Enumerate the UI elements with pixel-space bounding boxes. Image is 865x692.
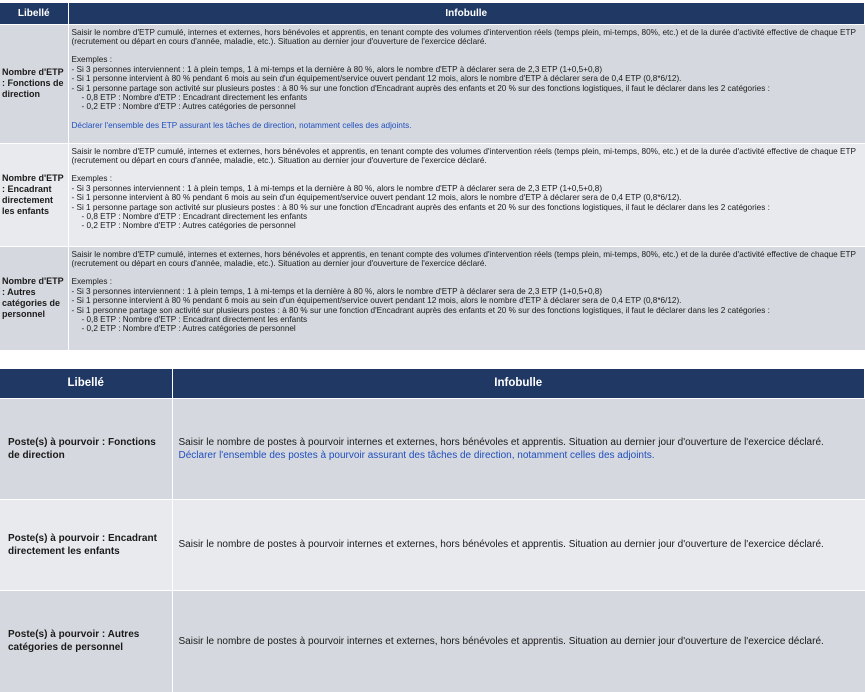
header-libelle: Libellé [0,3,68,24]
row-label: Nombre d'ETP : Fonctions de direction [0,24,68,143]
examples-title: Exemples : [71,277,112,287]
header-libelle: Libellé [0,369,172,398]
sub-example-line: - 0,8 ETP : Nombre d'ETP : Encadrant directement les enfants [81,211,308,221]
row-tooltip [172,590,865,692]
row-tooltip [68,24,865,143]
note-text: Déclarer l'ensemble des postes à pourvoir assurant des tâches de direction, notamment celles des adjoints. [178,449,655,461]
header-infobulle: Infobulle [172,369,865,398]
row-tooltip [172,499,865,590]
row-label: Nombre d'ETP : Encadrant directement les enfants [0,143,68,246]
description-text: Saisir le nombre de postes à pourvoir internes et externes, hors bénévoles et apprentis. Situation au dernier jour d'ouverture de l'exercice déclaré. [178,635,824,647]
row-label: Poste(s) à pourvoir : Autres catégories de personnel [0,590,172,692]
table-row [0,143,865,246]
note-text: Déclarer l'ensemble des ETP assurant les tâches de direction, notamment celles des adjoints. [71,120,412,130]
description-text: Saisir le nombre d'ETP cumulé, internes et externes, hors bénévoles et apprentis, en tenant compte des volumes d'intervention réels (temps plein, mi-temps, 80%, etc.) et de la durée d'activité effective de chaque ETP (recrutement ou départ en cours d'année, maladie, etc.). Situation au dernier jour d'ouverture de l'exercice déclaré. [71,249,856,268]
table-header-row [0,3,865,24]
description-text: Saisir le nombre de postes à pourvoir internes et externes, hors bénévoles et apprentis. Situation au dernier jour d'ouverture de l'exercice déclaré. [178,539,824,550]
example-line: - Si 1 personne intervient à 80 % pendant 6 mois au sein d'un équipement/service ouvert pendant 12 mois, alors le nombre d'ETP à déclarer sera de 0,4 ETP (0,8*6/12). [71,74,682,84]
example-line: - Si 1 personne partage son activité sur plusieurs postes : à 80 % sur une fonction d'Encadrant auprès des enfants et 20 % sur des fonctions logistiques, il faut le déclarer dans les 2 catégories : [71,83,770,93]
example-line: - Si 3 personnes interviennent : 1 à plein temps, 1 à mi-temps et la dernière à 80 %, alors le nombre d'ETP à déclarer sera de 2,3 ETP (1+0,5+0,8) [71,183,603,193]
examples-title: Exemples : [71,174,112,184]
sub-example-line: - 0,2 ETP : Nombre d'ETP : Autres catégories de personnel [81,102,296,112]
table-row [0,246,865,350]
row-label: Poste(s) à pourvoir : Fonctions de direction [0,398,172,499]
table-row [0,398,865,499]
table-row [0,590,865,692]
header-infobulle: Infobulle [68,3,865,24]
description-text: Saisir le nombre d'ETP cumulé, internes et externes, hors bénévoles et apprentis, en tenant compte des volumes d'intervention réels (temps plein, mi-temps, 80%, etc.) et de la durée d'activité effective de chaque ETP (recrutement ou départ en cours d'année, maladie, etc.). Situation au dernier jour d'ouverture de l'exercice déclaré. [71,27,856,46]
example-line: - Si 1 personne partage son activité sur plusieurs postes : à 80 % sur une fonction d'Encadrant auprès des enfants et 20 % sur des fonctions logistiques, il faut le déclarer dans les 2 catégories : [71,305,770,315]
example-line: - Si 1 personne partage son activité sur plusieurs postes : à 80 % sur une fonction d'Encadrant auprès des enfants et 20 % sur des fonctions logistiques, il faut le déclarer dans les 2 catégories : [71,202,770,212]
description-text: Saisir le nombre de postes à pourvoir internes et externes, hors bénévoles et apprentis. Situation au dernier jour d'ouverture de l'exercice déclaré. [178,436,824,448]
sub-example-line: - 0,8 ETP : Nombre d'ETP : Encadrant directement les enfants [81,314,308,324]
example-line: - Si 3 personnes interviennent : 1 à plein temps, 1 à mi-temps et la dernière à 80 %, alors le nombre d'ETP à déclarer sera de 2,3 ETP (1+0,5+0,8) [71,286,603,296]
description-text: Saisir le nombre d'ETP cumulé, internes et externes, hors bénévoles et apprentis, en tenant compte des volumes d'intervention réels (temps plein, mi-temps, 80%, etc.) et de la durée d'activité effective de chaque ETP (recrutement ou départ en cours d'année, maladie, etc.). Situation au dernier jour d'ouverture de l'exercice déclaré. [71,146,856,165]
table-row [0,499,865,590]
etp-table [0,3,865,350]
example-line: - Si 1 personne intervient à 80 % pendant 6 mois au sein d'un équipement/service ouvert pendant 12 mois, alors le nombre d'ETP à déclarer sera de 0,4 ETP (0,8*6/12). [71,296,682,306]
sub-example-line: - 0,2 ETP : Nombre d'ETP : Autres catégories de personnel [81,324,296,334]
examples-title: Exemples : [71,55,112,65]
row-label: Poste(s) à pourvoir : Encadrant directement les enfants [0,499,172,590]
row-tooltip [68,246,865,350]
row-tooltip [68,143,865,246]
sub-example-line: - 0,8 ETP : Nombre d'ETP : Encadrant directement les enfants [81,92,308,102]
table-header-row [0,369,865,398]
example-line: - Si 3 personnes interviennent : 1 à plein temps, 1 à mi-temps et la dernière à 80 %, alors le nombre d'ETP à déclarer sera de 2,3 ETP (1+0,5+0,8) [71,64,603,74]
sub-example-line: - 0,2 ETP : Nombre d'ETP : Autres catégories de personnel [81,221,296,231]
table-row [0,24,865,143]
row-label: Nombre d'ETP : Autres catégories de personnel [0,246,68,350]
postes-table [0,369,865,692]
example-line: - Si 1 personne intervient à 80 % pendant 6 mois au sein d'un équipement/service ouvert pendant 12 mois, alors le nombre d'ETP à déclarer sera de 0,4 ETP (0,8*6/12). [71,193,682,203]
row-tooltip [172,398,865,499]
